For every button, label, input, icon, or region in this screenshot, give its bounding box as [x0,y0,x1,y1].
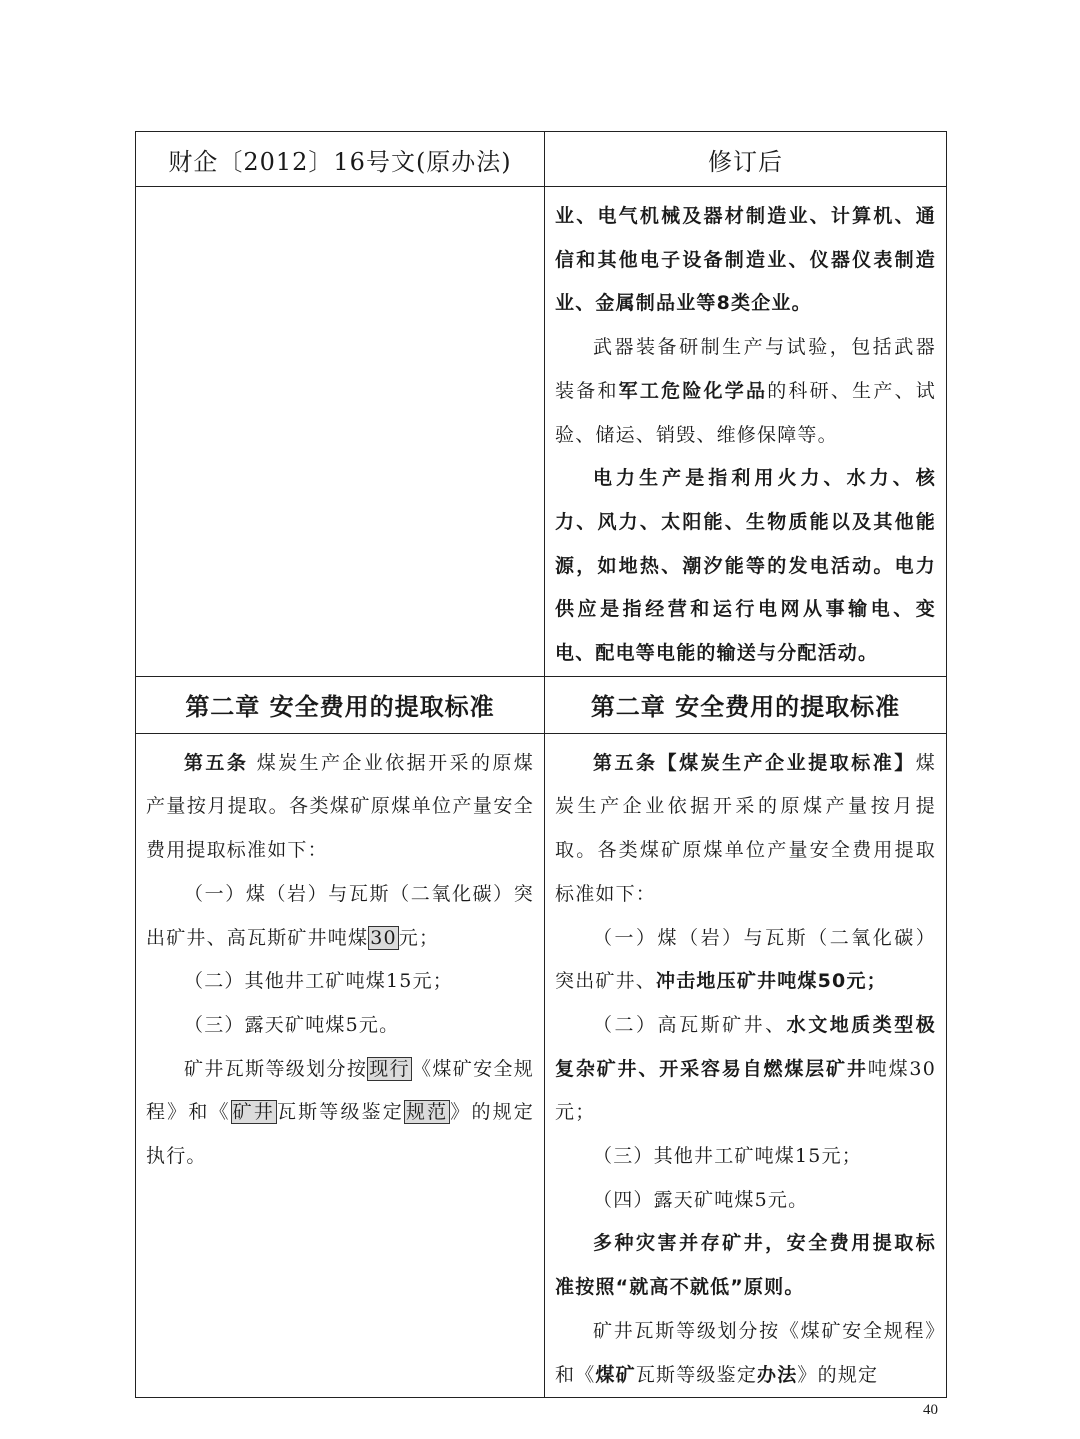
article5-revised [545,733,947,1398]
item-2: （二）其他井工矿吨煤15元； [184,970,453,993]
item-3-revised: （三）其他井工矿吨煤15元； [593,1145,862,1168]
header-revised: 修订后 [545,132,947,187]
chapter-row [136,676,947,733]
article5-original [136,733,545,1398]
highlight-30: 30 [370,926,397,949]
table-header-row [136,132,947,187]
header-original: 财企〔2012〕16号文(原办法) [136,132,545,187]
continuation-row [136,187,947,677]
continuation-left-empty [136,187,545,677]
gas-classification-revised: 矿井瓦斯等级划分按《煤矿安全规程》和《煤矿瓦斯等级鉴定办法》的规定 [555,1319,936,1386]
weapons-paragraph: 武器装备研制生产与试验，包括武器装备和军工危险化学品的科研、生产、试验、储运、销毁、维修保障等。 [555,336,936,446]
item-1-revised: （一）煤（岩）与瓦斯（二氧化碳）突出矿井、冲击地压矿井吨煤50元； [555,926,936,993]
power-paragraph: 电力生产是指利用火力、水力、核力、风力、太阳能、生物质能以及其他能源，如地热、潮汐能等的发电活动。电力供应是指经营和运行电网从事输电、变电、配电等电能的输送与分配活动。 [555,467,936,665]
article5-row [136,733,947,1398]
highlight-norm: 规范 [405,1101,449,1124]
article5-intro-revised: 第五条【煤炭生产企业提取标准】煤炭生产企业依据开采的原煤产量按月提取。各类煤矿原煤单位产量安全费用提取标准如下： [555,751,936,905]
chapter-title-left: 第二章 安全费用的提取标准 [136,676,545,733]
item-1: （一）煤（岩）与瓦斯（二氧化碳）突出矿井、高瓦斯矿井吨煤 30 元； [146,882,534,949]
continuation-right [545,187,947,677]
item-2-revised: （二）高瓦斯矿井、水文地质类型极复杂矿井、开采容易自燃煤层矿井吨煤30元； [555,1013,936,1124]
article5-intro: 第五条 煤炭生产企业依据开采的原煤产量按月提取。各类煤矿原煤单位产量安全费用提取标准如下： [146,751,534,862]
multi-hazard-paragraph: 多种灾害并存矿井，安全费用提取标准按照“就高不就低”原则。 [555,1232,936,1299]
highlight-mine: 矿井 [232,1101,275,1124]
comparison-table [135,131,947,1398]
page-number: 40 [923,1402,938,1418]
industry-list-text: 业、电气机械及器材制造业、计算机、通信和其他电子设备制造业、仪器仪表制造业、金属制品业等8类企业。 [555,205,936,315]
highlight-current: 现行 [369,1057,410,1080]
chapter-title-right: 第二章 安全费用的提取标准 [545,676,947,733]
item-4-revised: （四）露天矿吨煤5元。 [593,1188,809,1211]
gas-classification-paragraph: 矿井瓦斯等级划分按 现行 《煤矿安全规程》和《 矿井 瓦斯等级鉴定 规范 》的规定执行。 [146,1057,535,1168]
item-3: （三）露天矿吨煤5元。 [184,1013,400,1036]
